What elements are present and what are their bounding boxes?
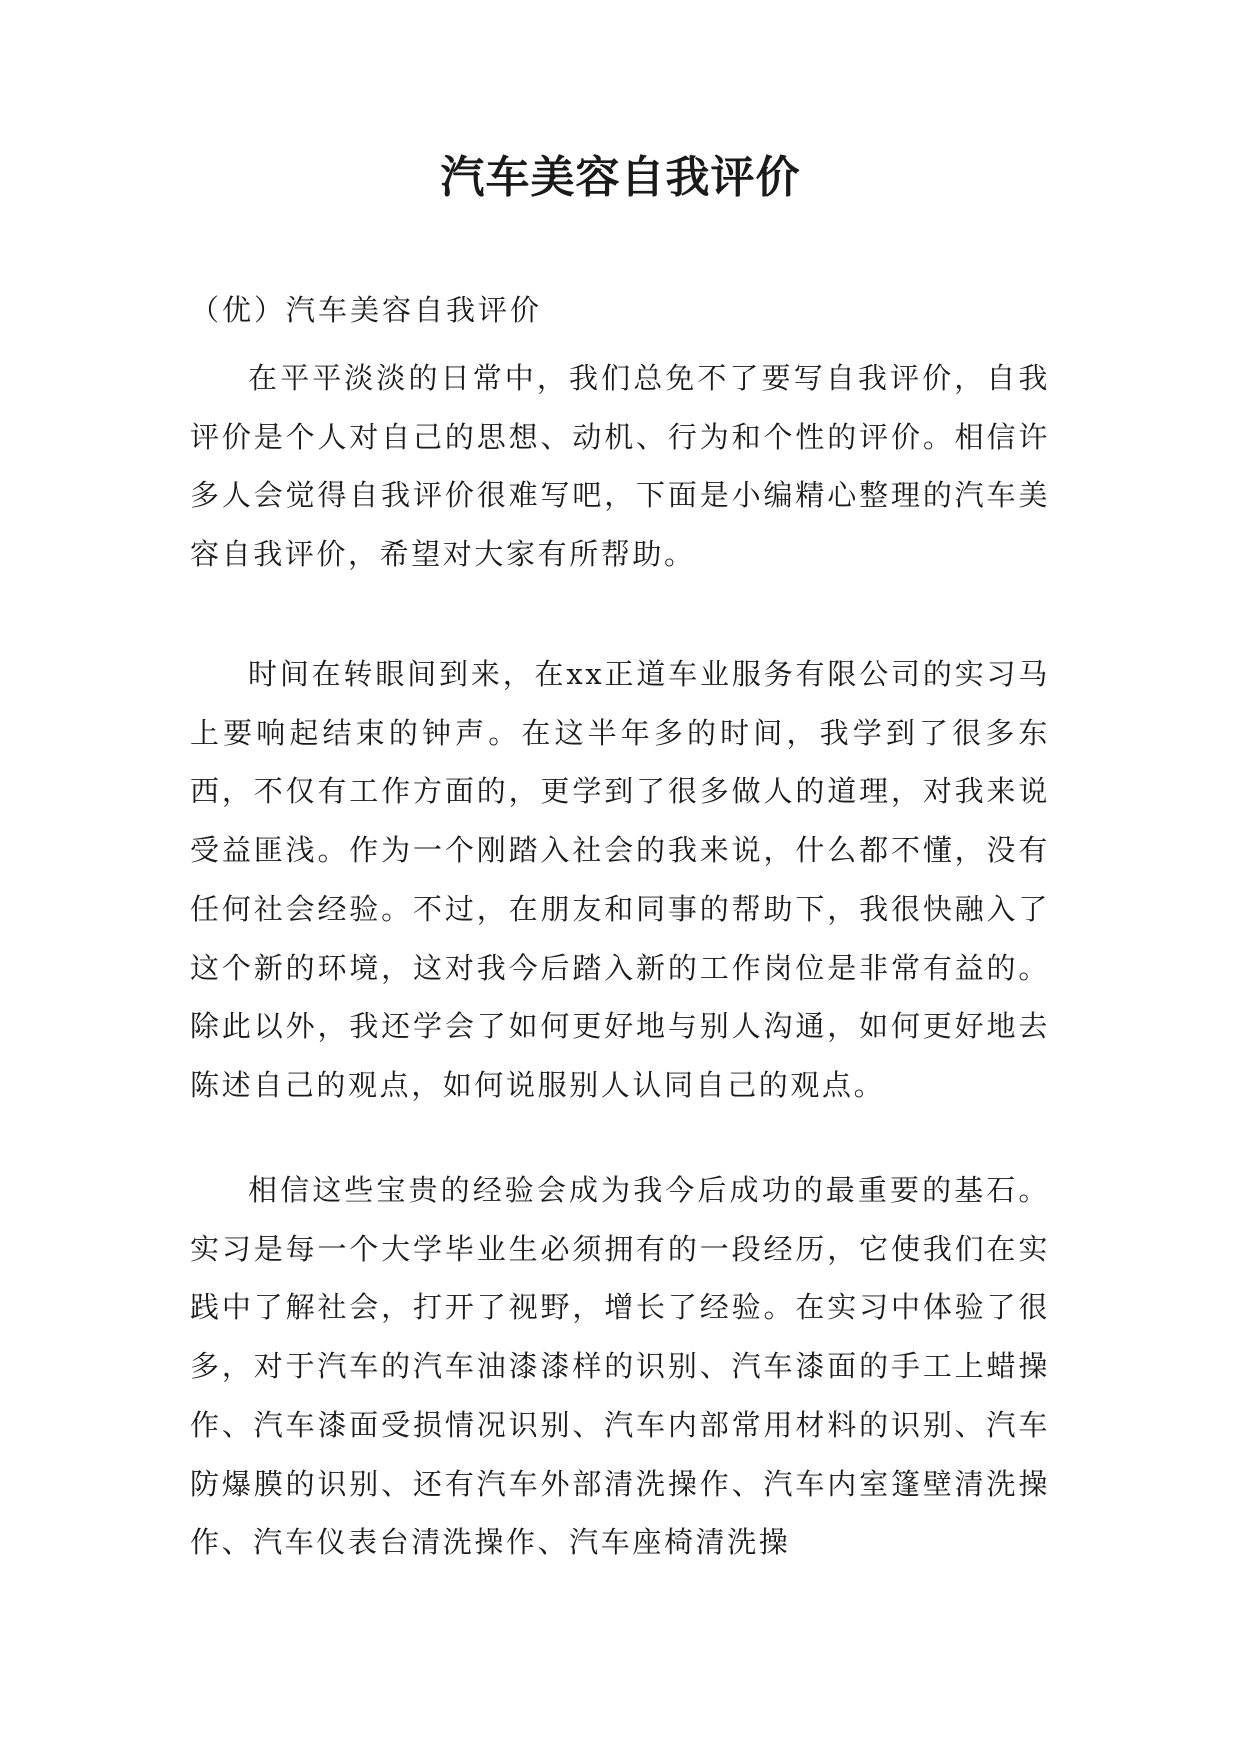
intro-section <box>190 349 1050 584</box>
body-section-2 <box>190 1161 1050 1572</box>
document-title: 汽车美容自我评价 <box>440 152 801 203</box>
body-paragraph: 时间在转眼间到来，在xx正道车业服务有限公司的实习马上要响起结束的钟声。在这半年多的时间，我学到了很多东西，不仅有工作方面的，更学到了很多做人的道理，对我来说受益匪浅。作为一个刚踏入社会的我来说，什么都不懂，没有任何社会经验。不过，在朋友和同事的帮助下，我很快融入了这个新的环境，这对我今后踏入新的工作岗位是非常有益的。除此以外，我还学会了如何更好地与别人沟通，如何更好地去陈述自己的观点，如何说服别人认同自己的观点。 <box>190 657 1050 1102</box>
intro-paragraph: 在平平淡淡的日常中，我们总免不了要写自我评价，自我评价是个人对自己的思想、动机、行为和个性的评价。相信许多人会觉得自我评价很难写吧，下面是小编精心整理的汽车美容自我评价，希望对大家有所帮助。 <box>190 361 1050 572</box>
body-paragraph: 相信这些宝贵的经验会成为我今后成功的最重要的基石。实习是每一个大学毕业生必须拥有的一段经历，它使我们在实践中了解社会，打开了视野，增长了经验。在实习中体验了很多，对于汽车的汽车油漆漆样的识别、汽车漆面的手工上蜡操作、汽车漆面受损情况识别、汽车内部常用材料的识别、汽车防爆膜的识别、还有汽车外部清洗操作、汽车内室篷壁清洗操作、汽车仪表台清洗操作、汽车座椅清洗操 <box>190 1173 1050 1560</box>
document-subtitle: （优）汽车美容自我评价 <box>190 293 543 327</box>
body-section-1 <box>190 645 1050 1115</box>
